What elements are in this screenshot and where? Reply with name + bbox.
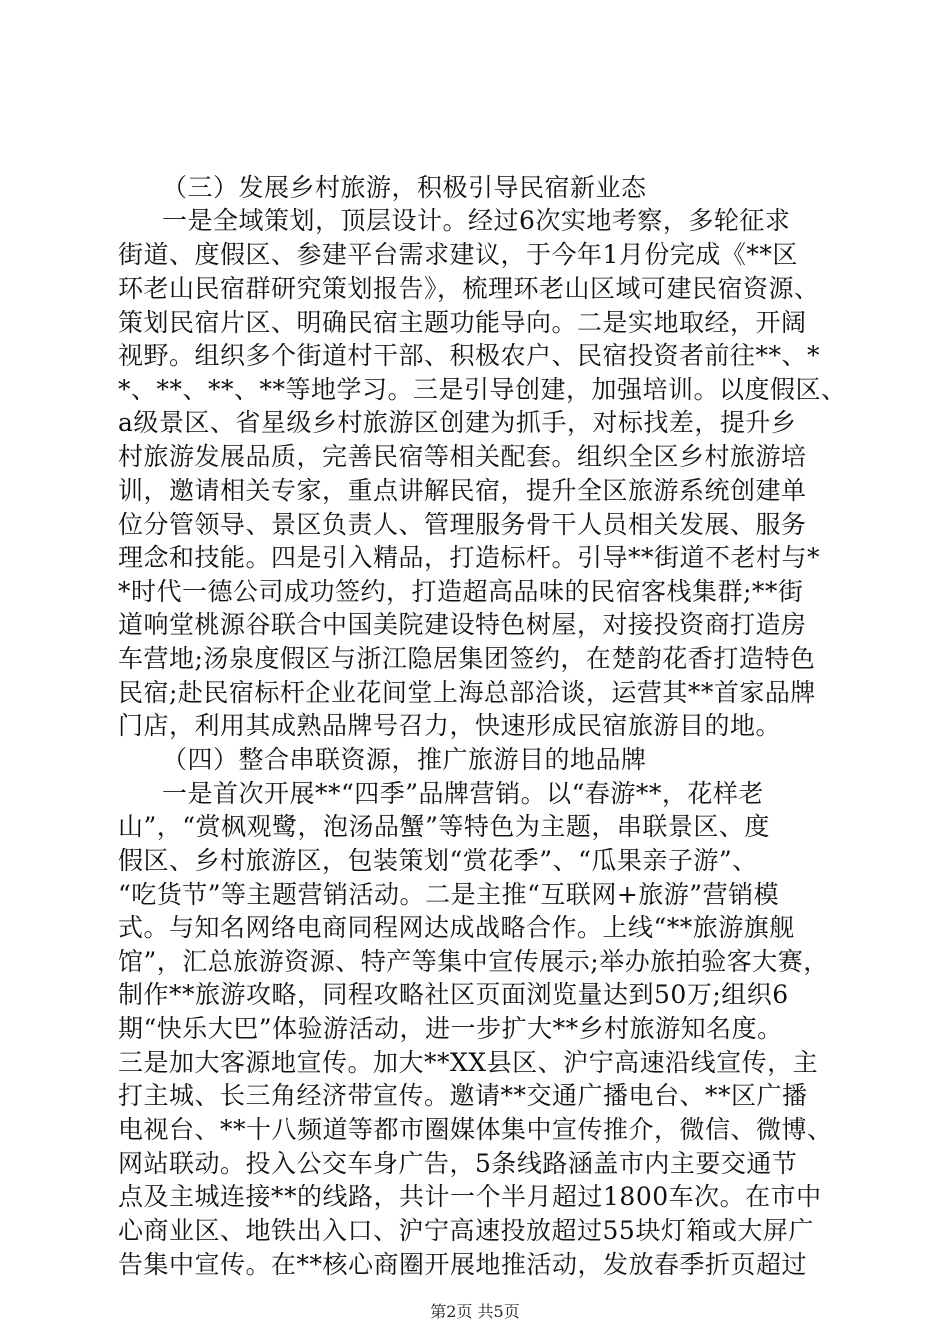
- section-heading-4: （四）整合串联资源，推广旅游目的地品牌: [162, 745, 647, 774]
- paragraph-line: 电视台、**十八频道等都市圈媒体集中宣传推介，微信、微博、: [118, 1115, 833, 1144]
- paragraph-line: 三是加大客源地宣传。加大**XX县区、沪宁高速沿线宣传，主: [118, 1048, 819, 1077]
- paragraph-line: 视野。组织多个街道村干部、积极农户、民宿投资者前往**、*: [118, 341, 821, 370]
- paragraph-line: 制作**旅游攻略，同程攻略社区页面浏览量达到50万;组织6: [118, 980, 789, 1009]
- paragraph-line: 馆”，汇总旅游资源、特产等集中宣传展示;举办旅拍验客大赛，: [118, 947, 829, 976]
- paragraph-line: 网站联动。投入公交车身广告，5条线路涵盖市内主要交通节: [118, 1149, 798, 1178]
- paragraph-line: 假区、乡村旅游区，包装策划“赏花季”、“瓜果亲子游”、: [118, 846, 758, 875]
- paragraph-line: *时代一德公司成功签约，打造超高品味的民宿客栈集群;**街: [118, 577, 804, 606]
- paragraph-line: 心商业区、地铁出入口、沪宁高速投放超过55块灯箱或大屏广: [118, 1216, 814, 1245]
- paragraph-line: 点及主城连接**的线路，共计一个半月超过1800车次。在市中: [118, 1182, 822, 1211]
- section-heading-3: （三）发展乡村旅游，积极引导民宿新业态: [162, 173, 647, 202]
- paragraph-line: 训，邀请相关专家，重点讲解民宿，提升全区旅游系统创建单: [118, 476, 807, 505]
- paragraph-line: 门店，利用其成熟品牌号召力，快速形成民宿旅游目的地。: [118, 711, 782, 740]
- paragraph-line: 道响堂桃源谷联合中国美院建设特色树屋，对接投资商打造房: [118, 610, 807, 639]
- page-footer: 第2页 共5页: [430, 1302, 520, 1321]
- paragraph-line: 车营地;汤泉度假区与浙江隐居集团签约，在楚韵花香打造特色: [118, 644, 816, 673]
- paragraph-line: 告集中宣传。在**核心商圈开展地推活动，发放春季折页超过: [118, 1250, 808, 1279]
- paragraph-line: 位分管领导、景区负责人、管理服务骨干人员相关发展、服务: [118, 510, 807, 539]
- paragraph-line: 村旅游发展品质，完善民宿等相关配套。组织全区乡村旅游培: [118, 442, 807, 471]
- paragraph-line: 式。与知名网络电商同程网达成战略合作。上线“**旅游旗舰: [118, 913, 795, 942]
- paragraph-line: 策划民宿片区、明确民宿主题功能导向。二是实地取经，开阔: [118, 308, 807, 337]
- paragraph-line: 打主城、长三角经济带宣传。邀请**交通广播电台、**区广播: [118, 1081, 808, 1110]
- paragraph-line: “吃货节”等主题营销活动。二是主推“互联网+旅游”营销模: [118, 880, 780, 909]
- paragraph-line: 环老山民宿群研究策划报告》，梳理环老山区域可建民宿资源、: [118, 274, 820, 303]
- paragraph-line: 一是全域策划，顶层设计。经过6次实地考察，多轮征求: [162, 206, 791, 235]
- paragraph-line: a级景区、省星级乡村旅游区创建为抓手，对标找差，提升乡: [118, 408, 797, 437]
- paragraph-line: *、**、**、**等地学习。三是引导创建，加强培训。以度假区、: [118, 375, 847, 404]
- paragraph-line: 期“快乐大巴”体验游活动，进一步扩大**乡村旅游知名度。: [118, 1014, 783, 1043]
- paragraph-line: 街道、度假区、参建平台需求建议，于今年1月份完成《**区: [118, 240, 798, 269]
- paragraph-line: 民宿;赴民宿标杆企业花间堂上海总部洽谈，运营其**首家品牌: [118, 678, 816, 707]
- paragraph-line: 理念和技能。四是引入精品，打造标杆。引导**街道不老村与*: [118, 543, 821, 572]
- paragraph-line: 一是首次开展**“四季”品牌营销。以“春游**，花样老: [162, 779, 764, 808]
- paragraph-line: 山”，“赏枫观鹭，泡汤品蟹”等特色为主题，串联景区、度: [118, 812, 770, 841]
